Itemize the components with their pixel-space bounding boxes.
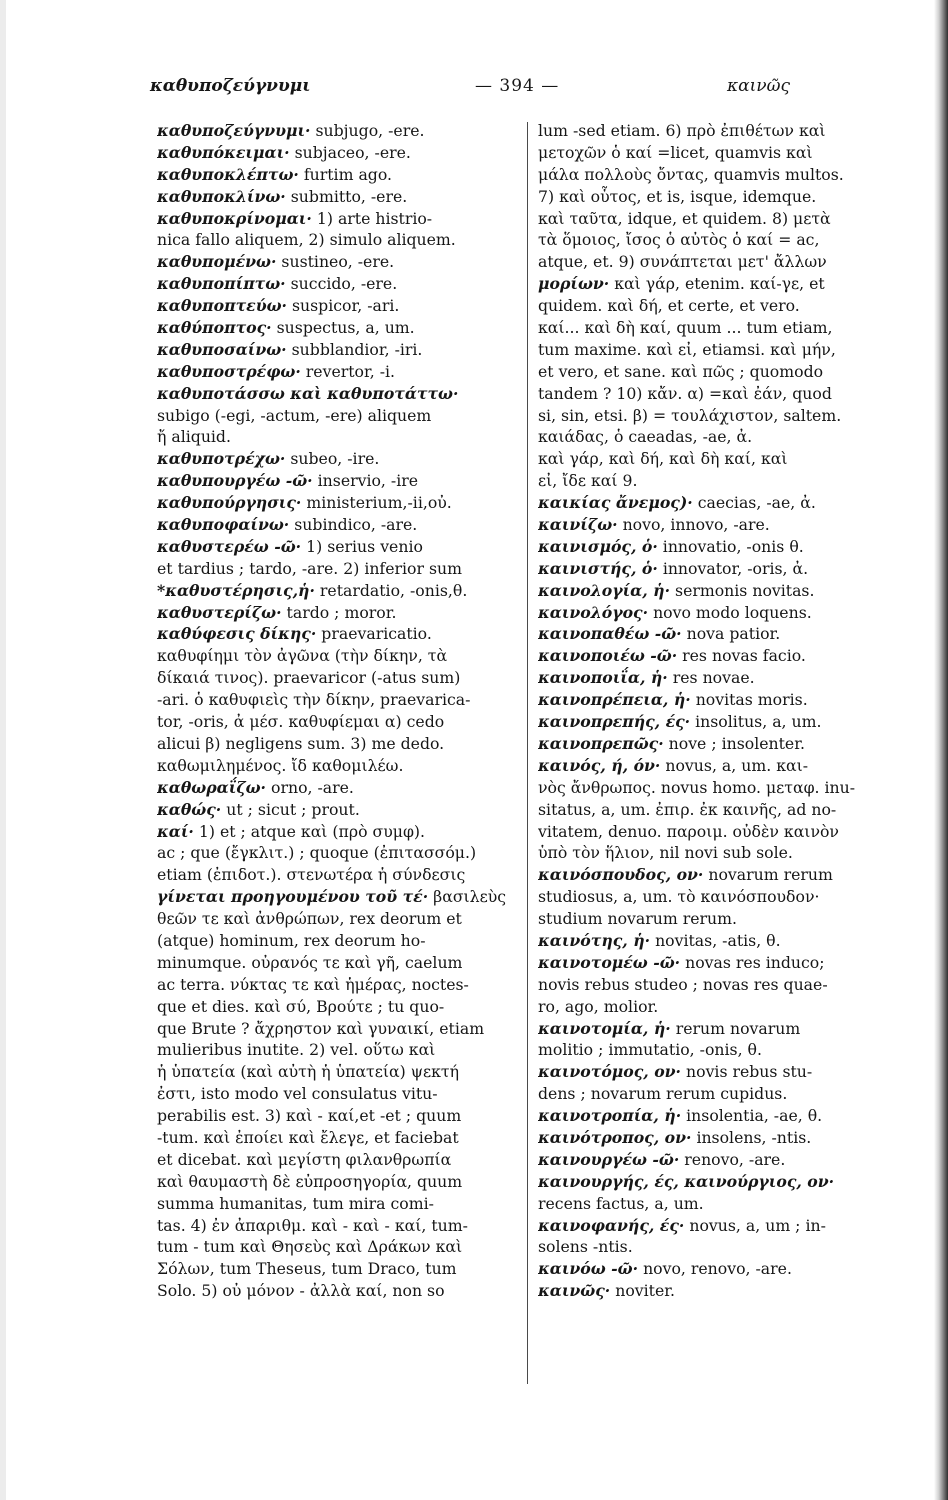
headword: καθυπόκειμαι· bbox=[157, 142, 290, 162]
headword: καθυπουργέω -ῶ· bbox=[157, 471, 313, 491]
dictionary-line: μάλα πολλοὺς ὄντας, quamvis multos. bbox=[538, 164, 844, 184]
dictionary-line bbox=[157, 120, 519, 142]
headword: καινόσπουδος, ον· bbox=[538, 865, 704, 885]
dictionary-line bbox=[538, 1018, 900, 1040]
headword: καινοτομία, ἡ· bbox=[538, 1018, 671, 1038]
definition-text: suspectus, a, um. bbox=[271, 318, 415, 338]
definition-text: submitto, -ere. bbox=[285, 186, 408, 206]
definition-text: noviter. bbox=[610, 1281, 676, 1301]
headword: καθυποπτεύω· bbox=[157, 296, 287, 316]
headword: καινίζω· bbox=[538, 515, 618, 535]
headword: μορίων· bbox=[538, 274, 610, 294]
dictionary-line bbox=[157, 799, 519, 821]
dictionary-line: 7) καὶ οὗτος, et is, isque, idemque. bbox=[538, 186, 817, 206]
dictionary-line bbox=[157, 580, 519, 602]
dictionary-line bbox=[538, 711, 900, 733]
definition-text: καὶ γάρ, etenim. καί-γε, et bbox=[609, 274, 825, 294]
headword: καθυποπίπτω· bbox=[157, 274, 286, 294]
dictionary-line bbox=[157, 142, 519, 164]
dictionary-line bbox=[157, 186, 519, 208]
dictionary-line bbox=[157, 208, 519, 230]
definition-text: renovo, -are. bbox=[679, 1149, 786, 1169]
scan-edge-left bbox=[0, 0, 6, 1500]
headword: καί· bbox=[157, 821, 194, 841]
definition-text: inservio, -ire bbox=[312, 471, 418, 491]
dictionary-line: εἰ, ἴδε καί 9. bbox=[538, 471, 638, 491]
definition-text: 1) arte histrio- bbox=[311, 208, 433, 228]
running-head-last-word: καινῶς bbox=[726, 76, 790, 96]
dictionary-line: sitatus, a, um. ἐπιρ. ἐκ καινῆς, ad no- bbox=[538, 799, 837, 819]
dictionary-line bbox=[538, 755, 900, 777]
definition-text: novas res induco; bbox=[680, 952, 825, 972]
headword: καθυποτρέχω· bbox=[157, 449, 286, 469]
headword: καινισμός, ὁ· bbox=[538, 536, 658, 556]
headword: καινῶς· bbox=[538, 1281, 611, 1301]
headword: καθυπούργησις· bbox=[157, 493, 302, 513]
dictionary-line bbox=[538, 623, 900, 645]
definition-text: novis rebus stu- bbox=[681, 1062, 813, 1082]
dictionary-line: καί... καὶ δὴ καί, quum ... tum etiam, bbox=[538, 318, 833, 338]
dictionary-line: et dicebat. καὶ μεγίστη φιλανθρωπία bbox=[157, 1149, 452, 1169]
dictionary-line bbox=[157, 339, 519, 361]
definition-text: innovator, -oris, ἀ. bbox=[657, 558, 809, 578]
definition-text: subblandior, -iri. bbox=[286, 339, 423, 359]
headword: καινοτομέω -ῶ· bbox=[538, 952, 681, 972]
definition-text: innovatio, -onis θ. bbox=[657, 536, 804, 556]
dictionary-line bbox=[538, 492, 900, 514]
definition-text: suspicor, -ari. bbox=[286, 296, 400, 316]
dictionary-line: studium novarum rerum. bbox=[538, 909, 737, 929]
headword: καθυποκρίνομαι· bbox=[157, 208, 312, 228]
dictionary-line bbox=[538, 536, 900, 558]
dictionary-line: καὶ γάρ, καὶ δή, καὶ δὴ καί, καὶ bbox=[538, 449, 788, 469]
headword: καθυπομένω· bbox=[157, 252, 277, 272]
definition-text: tardo ; moror. bbox=[281, 602, 397, 622]
dictionary-line: Solo. 5) οὐ μόνον - ἀλλὰ καί, non so bbox=[157, 1281, 445, 1301]
dictionary-line bbox=[538, 558, 900, 580]
definition-text: insolentia, -ae, θ. bbox=[681, 1106, 823, 1126]
dictionary-line: ro, ago, molior. bbox=[538, 996, 659, 1016]
dictionary-line: quidem. καὶ δή, et certe, et vero. bbox=[538, 296, 800, 316]
dictionary-line: perabilis est. 3) καὶ - καί,et -et ; quum bbox=[157, 1106, 462, 1126]
headword: καινοπρεπής, ές· bbox=[538, 712, 691, 732]
headword: καινουργέω -ῶ· bbox=[538, 1149, 680, 1169]
definition-text: novus, a, um ; in- bbox=[684, 1215, 826, 1235]
dictionary-line: καιάδας, ὁ caeadas, -ae, ἀ. bbox=[538, 427, 753, 447]
dictionary-line: subigo (-egi, -actum, -ere) aliquem bbox=[157, 405, 432, 425]
headword: καθυποτάσσω καὶ καθυποτάττω· bbox=[157, 383, 459, 403]
dictionary-line: tas. 4) ἐν ἀπαριθμ. καὶ - καὶ - καί, tum- bbox=[157, 1215, 468, 1235]
dictionary-line: ac ; que (ἔγκλιτ.) ; quoque (ἐπιτασσόμ.) bbox=[157, 843, 477, 863]
dictionary-line: minumque. οὐρανός τε καὶ γῆ, caelum bbox=[157, 952, 463, 972]
headword: καθυποζεύγνυμι· bbox=[157, 121, 311, 140]
dictionary-line bbox=[157, 273, 519, 295]
dictionary-line bbox=[157, 886, 519, 908]
dictionary-line bbox=[538, 1280, 900, 1302]
dictionary-line: καθωμιλημένος. ἴδ καθομιλέω. bbox=[157, 755, 404, 775]
dictionary-line bbox=[157, 536, 519, 558]
dictionary-line: ἡ ὑπατεία (καὶ αὐτὴ ἡ ὑπατεία) ψεκτή bbox=[157, 1062, 460, 1082]
headword: γίνεται προηγουμένου τοῦ τέ· bbox=[157, 887, 429, 907]
definition-text: subeo, -ire. bbox=[285, 449, 380, 469]
dictionary-line bbox=[538, 952, 900, 974]
dictionary-line bbox=[157, 317, 519, 339]
headword: καικίας ἄνεμος)· bbox=[538, 493, 693, 513]
dictionary-line: ac terra. νύκτας τε καὶ ἡμέρας, noctes- bbox=[157, 974, 469, 994]
definition-text: 1) serius venio bbox=[301, 536, 423, 556]
definition-text: novo, renovo, -are. bbox=[638, 1259, 792, 1279]
dictionary-line: tum - tum καὶ Θησεὺς καὶ Δράκων καὶ bbox=[157, 1237, 463, 1257]
definition-text: sustineo, -ere. bbox=[276, 252, 395, 272]
running-head bbox=[150, 76, 790, 104]
dictionary-line: summa humanitas, tum mira comi- bbox=[157, 1193, 434, 1213]
definition-text: insolitus, a, um. bbox=[690, 712, 822, 732]
dictionary-line bbox=[538, 602, 900, 624]
headword: καινουργής, ές, καινούργιος, ον· bbox=[538, 1171, 835, 1191]
headword: καθυποσαίνω· bbox=[157, 339, 287, 359]
dictionary-line: τὰ ὅμοιος, ἴσος ὁ αὐτὸς ὁ καί = ac, bbox=[538, 230, 820, 250]
definition-text: furtim ago. bbox=[298, 164, 392, 184]
dictionary-line: etiam (ἐπιδοτ.). στενωτέρα ἡ σύνδεσις bbox=[157, 865, 466, 885]
dictionary-line: (atque) hominum, rex deorum ho- bbox=[157, 930, 426, 950]
definition-text: retardatio, -onis,θ. bbox=[314, 580, 468, 600]
definition-text: ut ; sicut ; prout. bbox=[221, 799, 360, 819]
dictionary-line: molitio ; immutatio, -onis, θ. bbox=[538, 1040, 762, 1060]
dictionary-line: ὑπὸ τὸν ἥλιον, nil novi sub sole. bbox=[538, 843, 793, 863]
dictionary-line: καὶ θαυμαστὴ δὲ εὐπροσηγορία, quum bbox=[157, 1171, 463, 1191]
headword: καθυστερίζω· bbox=[157, 602, 282, 622]
dictionary-line: si, sin, etsi. β) = τουλάχιστον, saltem. bbox=[538, 405, 842, 425]
definition-text: res novas facio. bbox=[677, 646, 806, 666]
dictionary-line: que Brute ? ἄχρηστον καὶ γυναικί, etiam bbox=[157, 1018, 485, 1038]
headword: καθυποφαίνω· bbox=[157, 515, 290, 535]
definition-text: res novae. bbox=[667, 668, 755, 688]
dictionary-line bbox=[538, 667, 900, 689]
dictionary-line: tandem ? 10) κἄν. α) =καὶ ἐάν, quod bbox=[538, 383, 832, 403]
dictionary-line bbox=[157, 821, 519, 843]
dictionary-line bbox=[538, 580, 900, 602]
dictionary-line: -tum. καὶ ἐποίει καὶ ἔλεγε, et faciebat bbox=[157, 1127, 459, 1147]
definition-text: 1) et ; atque καὶ (πρὸ συμφ). bbox=[193, 821, 426, 841]
dictionary-line: novis rebus studeo ; novas res quae- bbox=[538, 974, 828, 994]
headword: καινιστής, ὁ· bbox=[538, 558, 658, 578]
definition-text: novitas, -atis, θ. bbox=[650, 930, 781, 950]
dictionary-line: Σόλων, tum Theseus, tum Draco, tum bbox=[157, 1259, 457, 1279]
definition-text: subjaceo, -ere. bbox=[289, 142, 411, 162]
dictionary-line bbox=[157, 492, 519, 514]
definition-text: subindico, -are. bbox=[289, 515, 418, 535]
dictionary-line: ἐστι, isto modo vel consulatus vitu- bbox=[157, 1084, 438, 1104]
page-number: — 394 — bbox=[475, 76, 560, 96]
dictionary-line: νὸς ἄνθρωπος. novus homo. μεταφ. inu- bbox=[538, 777, 856, 797]
definition-text: novo, innovo, -are. bbox=[617, 515, 770, 535]
dictionary-line: καὶ ταῦτα, idque, et quidem. 8) μετὰ bbox=[538, 208, 831, 228]
dictionary-line bbox=[157, 295, 519, 317]
dictionary-line: θεῶν τε καὶ ἀνθρώπων, rex deorum et bbox=[157, 909, 462, 929]
headword: καθυστερέω -ῶ· bbox=[157, 536, 302, 556]
headword: καινότροπος, ον· bbox=[538, 1127, 692, 1147]
headword: καθυποκλέπτω· bbox=[157, 164, 299, 184]
dictionary-line bbox=[157, 164, 519, 186]
dictionary-line: καθυφίημι τὸν ἀγῶνα (τὴν δίκην, τὰ bbox=[157, 646, 448, 666]
definition-text: caecias, -ae, ἀ. bbox=[692, 493, 816, 513]
definition-text: rerum novarum bbox=[670, 1018, 801, 1038]
dictionary-line: μετοχῶν ὁ καί =licet, quamvis καὶ bbox=[538, 142, 813, 162]
headword: καθωραΐζω· bbox=[157, 777, 267, 797]
definition-text: subjugo, -ere. bbox=[310, 121, 425, 140]
column-divider bbox=[527, 122, 528, 1384]
dictionary-line bbox=[538, 930, 900, 952]
dictionary-line bbox=[538, 864, 900, 886]
dictionary-line: -ari. ὁ καθυφιεὶς τὴν δίκην, praevarica- bbox=[157, 690, 471, 710]
dictionary-line bbox=[538, 689, 900, 711]
dictionary-line: atque, et. 9) συνάπτεται μετ' ἄλλων bbox=[538, 252, 827, 272]
headword: *καθυστέρησις,ἡ· bbox=[157, 580, 315, 600]
right-column bbox=[538, 120, 900, 1302]
headword: καινολογία, ἡ· bbox=[538, 580, 671, 600]
definition-text: praevaricatio. bbox=[316, 624, 432, 644]
headword: καινόω -ῶ· bbox=[538, 1259, 639, 1279]
definition-text: novitas moris. bbox=[690, 690, 808, 710]
headword: καινοτροπία, ἡ· bbox=[538, 1106, 682, 1126]
headword: καινός, ή, όν· bbox=[538, 755, 661, 775]
dictionary-line bbox=[157, 602, 519, 624]
dictionary-line: tum maxime. καὶ εἰ, etiamsi. καὶ μήν, bbox=[538, 339, 836, 359]
dictionary-line: lum -sed etiam. 6) πρὸ ἐπιθέτων καὶ bbox=[538, 121, 826, 140]
headword: καθυποστρέφω· bbox=[157, 361, 301, 381]
definition-text: nove ; insolenter. bbox=[663, 733, 805, 753]
dictionary-line bbox=[538, 514, 900, 536]
dictionary-line bbox=[538, 1215, 900, 1237]
headword: καθυποκλίνω· bbox=[157, 186, 286, 206]
dictionary-line: et tardius ; tardo, -are. 2) inferior sum bbox=[157, 558, 463, 578]
definition-text: ministerium,-ii,οὐ. bbox=[301, 493, 452, 513]
dictionary-line bbox=[157, 623, 519, 645]
headword: καθύποπτος· bbox=[157, 318, 272, 338]
dictionary-line bbox=[157, 777, 519, 799]
headword: καινοπαθέω -ῶ· bbox=[538, 624, 682, 644]
dictionary-line bbox=[157, 361, 519, 383]
definition-text: βασιλεὺς bbox=[428, 887, 507, 907]
headword: καθώς· bbox=[157, 799, 222, 819]
dictionary-line bbox=[157, 251, 519, 273]
headword: καινοτόμος, ον· bbox=[538, 1062, 682, 1082]
dictionary-line bbox=[538, 733, 900, 755]
dictionary-line bbox=[538, 1127, 900, 1149]
headword: καινοφανής, ές· bbox=[538, 1215, 685, 1235]
running-head-first-word: καθυποζεύγνυμι bbox=[150, 76, 311, 96]
dictionary-line bbox=[157, 470, 519, 492]
dictionary-line: que et dies. καὶ σύ, Βρούτε ; tu quo- bbox=[157, 996, 445, 1016]
scan-edge-right bbox=[934, 0, 948, 1500]
dictionary-line bbox=[538, 1105, 900, 1127]
dictionary-line: δίκαιά τινος). praevaricor (-atus sum) bbox=[157, 668, 461, 688]
headword: καινοπρεπῶς· bbox=[538, 733, 664, 753]
dictionary-line: alicui β) negligens sum. 3) me dedo. bbox=[157, 733, 445, 753]
dictionary-line: solens -ntis. bbox=[538, 1237, 633, 1257]
dictionary-line bbox=[157, 514, 519, 536]
dictionary-line bbox=[157, 448, 519, 470]
headword: καινοποιέω -ῶ· bbox=[538, 646, 678, 666]
headword: καινοποιΐα, ἡ· bbox=[538, 668, 668, 688]
dictionary-line: et vero, et sane. καὶ πῶς ; quomodo bbox=[538, 361, 824, 381]
dictionary-line: nica fallo aliquem, 2) simulo aliquem. bbox=[157, 230, 456, 250]
definition-text: succido, -ere. bbox=[285, 274, 398, 294]
dictionary-line bbox=[538, 645, 900, 667]
dictionary-line bbox=[538, 273, 900, 295]
dictionary-line: ἤ aliquid. bbox=[157, 427, 231, 447]
definition-text: novarum rerum bbox=[703, 865, 833, 885]
dictionary-line: tor, -oris, ἀ μέσ. καθυφίεμαι α) cedo bbox=[157, 712, 445, 732]
dictionary-line bbox=[157, 383, 519, 405]
definition-text: novo modo loquens. bbox=[648, 602, 812, 622]
definition-text: sermonis novitas. bbox=[670, 580, 815, 600]
definition-text: orno, -are. bbox=[266, 777, 354, 797]
dictionary-line bbox=[538, 1149, 900, 1171]
headword: καθύφεσις δίκης· bbox=[157, 624, 317, 644]
headword: καινολόγος· bbox=[538, 602, 649, 622]
dictionary-line bbox=[538, 1061, 900, 1083]
dictionary-line bbox=[538, 1171, 900, 1193]
definition-text: novus, a, um. και- bbox=[660, 755, 809, 775]
headword: καινότης, ἡ· bbox=[538, 930, 651, 950]
definition-text: insolens, -ntis. bbox=[691, 1127, 812, 1147]
dictionary-line: studiosus, a, um. τὸ καινόσπουδον· bbox=[538, 887, 820, 907]
definition-text: revertor, -i. bbox=[300, 361, 396, 381]
left-column bbox=[157, 120, 519, 1302]
headword: καινοπρέπεια, ἡ· bbox=[538, 690, 691, 710]
dictionary-line: vitatem, denuo. παροιμ. οὐδὲν καινὸν bbox=[538, 821, 839, 841]
dictionary-line bbox=[538, 1258, 900, 1280]
definition-text: nova patior. bbox=[681, 624, 781, 644]
dictionary-line: dens ; novarum rerum cupidus. bbox=[538, 1084, 788, 1104]
dictionary-line: mulieribus inutite. 2) vel. οὕτω καὶ bbox=[157, 1040, 436, 1060]
dictionary-line: recens factus, a, um. bbox=[538, 1193, 704, 1213]
